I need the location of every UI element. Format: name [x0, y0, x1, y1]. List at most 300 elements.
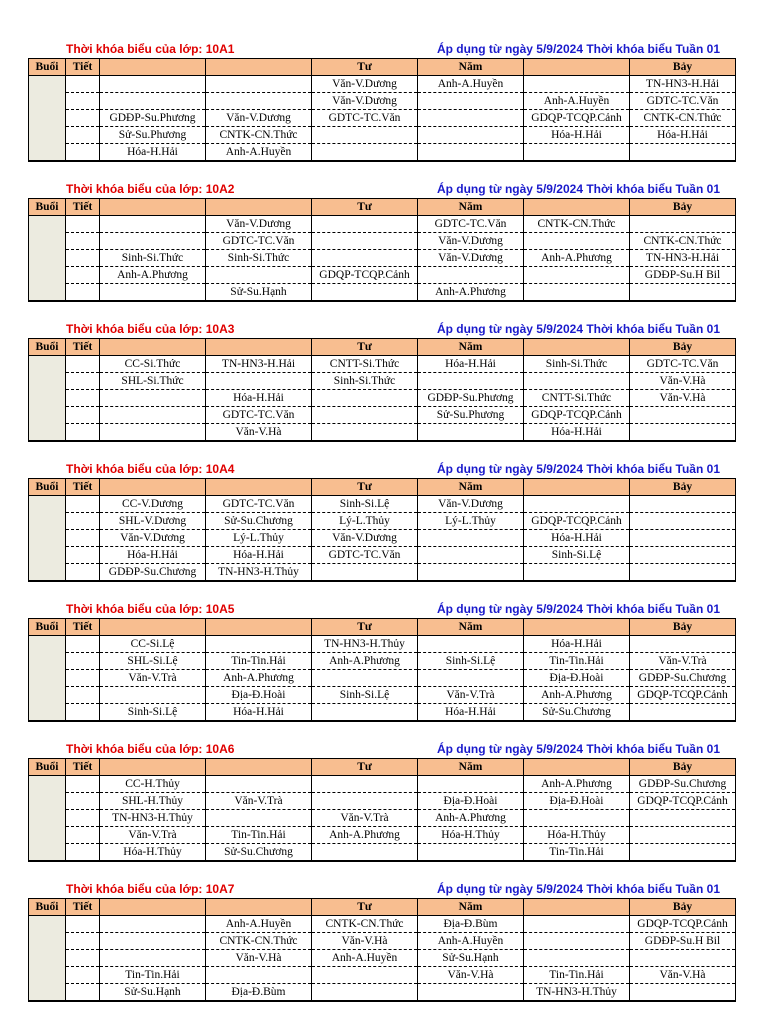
header-row: [29, 759, 736, 776]
lesson-cell: Anh-A.Phương: [418, 284, 524, 302]
tiet-cell: [66, 564, 100, 582]
period-row: [29, 93, 736, 110]
class-title: Thời khóa biểu của lớp: 10A6: [66, 742, 235, 756]
period-row: [29, 967, 736, 984]
lesson-cell: Địa-Đ.Bùm: [418, 916, 524, 933]
period-row: [29, 110, 736, 127]
timetable-block-10a3: [28, 320, 740, 442]
block-title-row: [28, 40, 740, 58]
lesson-cell: [206, 776, 312, 793]
lesson-cell: Sử-Su.Phương: [418, 407, 524, 424]
lesson-cell: GDTC-TC.Văn: [630, 93, 736, 110]
timetable-block-10a4: [28, 460, 740, 582]
lesson-cell: Anh-A.Phương: [312, 653, 418, 670]
header-day-6: Bảy: [630, 619, 736, 636]
lesson-cell: [312, 250, 418, 267]
lesson-cell: Hóa-H.Hải: [206, 547, 312, 564]
header-row: [29, 339, 736, 356]
lesson-cell: GDTC-TC.Văn: [630, 356, 736, 373]
tiet-cell: [66, 530, 100, 547]
block-title-row: [28, 460, 740, 478]
timetable-table: [28, 198, 736, 302]
header-day-4: Năm: [418, 339, 524, 356]
header-day-6: Bảy: [630, 199, 736, 216]
lesson-cell: Sinh-Si.Lệ: [524, 547, 630, 564]
header-day-1: [100, 339, 206, 356]
lesson-cell: [418, 110, 524, 127]
lesson-cell: CC-Si.Lệ: [100, 636, 206, 653]
lesson-cell: [418, 267, 524, 284]
period-row: [29, 704, 736, 722]
lesson-cell: CNTK-CN.Thức: [206, 127, 312, 144]
apply-date-title: Áp dụng từ ngày 5/9/2024 Thời khóa biểu Tuần 01: [436, 602, 720, 616]
lesson-cell: [418, 93, 524, 110]
lesson-cell: [312, 216, 418, 233]
period-row: [29, 793, 736, 810]
class-title: Thời khóa biểu của lớp: 10A7: [66, 882, 235, 896]
apply-date-title: Áp dụng từ ngày 5/9/2024 Thời khóa biểu Tuần 01: [436, 742, 720, 756]
lesson-cell: [312, 776, 418, 793]
lesson-cell: [100, 233, 206, 250]
lesson-cell: [630, 496, 736, 513]
buoi-cell: [29, 356, 66, 442]
block-title-row: [28, 740, 740, 758]
header-day-1: [100, 479, 206, 496]
lesson-cell: [206, 267, 312, 284]
lesson-cell: GDĐP-Su.Chương: [630, 776, 736, 793]
lesson-cell: Tin-Tin.Hải: [524, 844, 630, 862]
period-row: [29, 653, 736, 670]
lesson-cell: GDTC-TC.Văn: [312, 547, 418, 564]
class-title: Thời khóa biểu của lớp: 10A2: [66, 182, 235, 196]
lesson-cell: Sử-Su.Hạnh: [100, 984, 206, 1002]
period-row: [29, 547, 736, 564]
lesson-cell: Sử-Su.Hạnh: [418, 950, 524, 967]
lesson-cell: [418, 844, 524, 862]
header-day-6: Bảy: [630, 479, 736, 496]
lesson-cell: [312, 704, 418, 722]
period-row: [29, 356, 736, 373]
class-title: Thời khóa biểu của lớp: 10A1: [66, 42, 235, 56]
lesson-cell: Sử-Su.Phương: [100, 127, 206, 144]
period-row: [29, 144, 736, 162]
header-day-5: [524, 339, 630, 356]
lesson-cell: [524, 496, 630, 513]
header-day-2: [206, 199, 312, 216]
lesson-cell: Văn-V.Hà: [418, 967, 524, 984]
lesson-cell: [418, 373, 524, 390]
lesson-cell: Anh-A.Huyền: [524, 93, 630, 110]
tiet-cell: [66, 356, 100, 373]
lesson-cell: [524, 144, 630, 162]
lesson-cell: Văn-V.Hà: [312, 933, 418, 950]
tiet-cell: [66, 144, 100, 162]
lesson-cell: GDTC-TC.Văn: [312, 110, 418, 127]
buoi-cell: [29, 776, 66, 862]
lesson-cell: [418, 564, 524, 582]
lesson-cell: SHL-Si.Thức: [100, 373, 206, 390]
lesson-cell: [630, 547, 736, 564]
lesson-cell: Anh-A.Phương: [312, 827, 418, 844]
buoi-cell: [29, 496, 66, 582]
lesson-cell: [630, 704, 736, 722]
lesson-cell: [630, 810, 736, 827]
tiet-cell: [66, 704, 100, 722]
class-title: Thời khóa biểu của lớp: 10A3: [66, 322, 235, 336]
period-row: [29, 216, 736, 233]
header-tiet: Tiết: [66, 59, 100, 76]
lesson-cell: CNTK-CN.Thức: [524, 216, 630, 233]
tiet-cell: [66, 216, 100, 233]
header-buoi: Buổi: [29, 199, 66, 216]
lesson-cell: Văn-V.Dương: [312, 530, 418, 547]
buoi-cell: [29, 636, 66, 722]
lesson-cell: Văn-V.Trà: [100, 827, 206, 844]
lesson-cell: Hóa-H.Thủy: [418, 827, 524, 844]
tiet-cell: [66, 250, 100, 267]
header-day-5: [524, 759, 630, 776]
lesson-cell: GDĐP-Su.Chương: [630, 670, 736, 687]
lesson-cell: [630, 827, 736, 844]
header-day-4: Năm: [418, 199, 524, 216]
lesson-cell: Tin-Tin.Hải: [524, 967, 630, 984]
lesson-cell: Văn-V.Dương: [418, 250, 524, 267]
lesson-cell: [312, 967, 418, 984]
header-day-6: Bảy: [630, 339, 736, 356]
header-day-3: Tư: [312, 759, 418, 776]
lesson-cell: Hóa-H.Hải: [100, 144, 206, 162]
lesson-cell: Văn-V.Dương: [312, 76, 418, 93]
lesson-cell: Hóa-H.Hải: [206, 704, 312, 722]
lesson-cell: [100, 687, 206, 704]
tiet-cell: [66, 407, 100, 424]
lesson-cell: Sinh-Si.Lệ: [100, 704, 206, 722]
lesson-cell: [100, 216, 206, 233]
tiet-cell: [66, 110, 100, 127]
lesson-cell: SHL-H.Thủy: [100, 793, 206, 810]
header-day-3: Tư: [312, 339, 418, 356]
header-tiet: Tiết: [66, 759, 100, 776]
header-day-2: [206, 619, 312, 636]
header-day-4: Năm: [418, 479, 524, 496]
period-row: [29, 810, 736, 827]
lesson-cell: Anh-A.Phương: [524, 687, 630, 704]
lesson-cell: Văn-V.Hà: [206, 424, 312, 442]
lesson-cell: GDTC-TC.Văn: [206, 233, 312, 250]
lesson-cell: CNTK-CN.Thức: [630, 110, 736, 127]
header-day-6: Bảy: [630, 899, 736, 916]
lesson-cell: [100, 933, 206, 950]
header-tiet: Tiết: [66, 619, 100, 636]
lesson-cell: CNTT-Si.Thức: [524, 390, 630, 407]
lesson-cell: [100, 424, 206, 442]
lesson-cell: Văn-V.Dương: [206, 216, 312, 233]
header-day-3: Tư: [312, 479, 418, 496]
tiet-cell: [66, 547, 100, 564]
lesson-cell: Sinh-Si.Thức: [100, 250, 206, 267]
header-buoi: Buổi: [29, 479, 66, 496]
lesson-cell: Hóa-H.Hải: [630, 127, 736, 144]
tiet-cell: [66, 496, 100, 513]
lesson-cell: Anh-A.Huyền: [312, 950, 418, 967]
header-buoi: Buổi: [29, 59, 66, 76]
lesson-cell: Anh-A.Phương: [524, 776, 630, 793]
tiet-cell: [66, 76, 100, 93]
tiet-cell: [66, 670, 100, 687]
lesson-cell: GDQP-TCQP.Cảnh: [524, 513, 630, 530]
header-buoi: Buổi: [29, 899, 66, 916]
class-title: Thời khóa biểu của lớp: 10A4: [66, 462, 235, 476]
lesson-cell: Văn-V.Trà: [100, 670, 206, 687]
lesson-cell: [312, 844, 418, 862]
lesson-cell: [418, 530, 524, 547]
lesson-cell: [418, 670, 524, 687]
lesson-cell: Lý-L.Thủy: [312, 513, 418, 530]
timetable-block-10a2: [28, 180, 740, 302]
lesson-cell: [312, 407, 418, 424]
lesson-cell: Văn-V.Hà: [630, 390, 736, 407]
lesson-cell: Tin-Tin.Hải: [524, 653, 630, 670]
lesson-cell: Lý-L.Thủy: [418, 513, 524, 530]
header-row: [29, 479, 736, 496]
header-row: [29, 619, 736, 636]
lesson-cell: TN-HN3-H.Hải: [630, 250, 736, 267]
header-day-1: [100, 899, 206, 916]
header-day-4: Năm: [418, 899, 524, 916]
lesson-cell: [630, 284, 736, 302]
lesson-cell: [630, 564, 736, 582]
header-day-3: Tư: [312, 899, 418, 916]
lesson-cell: Sinh-Si.Thức: [312, 373, 418, 390]
header-row: [29, 199, 736, 216]
lesson-cell: [630, 424, 736, 442]
tiet-cell: [66, 844, 100, 862]
lesson-cell: Hóa-H.Hải: [524, 636, 630, 653]
apply-date-title: Áp dụng từ ngày 5/9/2024 Thời khóa biểu Tuần 01: [436, 182, 720, 196]
header-day-4: Năm: [418, 619, 524, 636]
lesson-cell: [418, 424, 524, 442]
tiet-cell: [66, 373, 100, 390]
header-day-2: [206, 759, 312, 776]
lesson-cell: Sinh-Si.Lệ: [312, 687, 418, 704]
lesson-cell: [206, 93, 312, 110]
tiet-cell: [66, 284, 100, 302]
lesson-cell: TN-HN3-H.Hải: [206, 356, 312, 373]
tiet-cell: [66, 513, 100, 530]
lesson-cell: GDĐP-Su.H Bil: [630, 933, 736, 950]
lesson-cell: TN-HN3-H.Thủy: [312, 636, 418, 653]
header-day-1: [100, 59, 206, 76]
timetable-block-10a5: [28, 600, 740, 722]
lesson-cell: [206, 373, 312, 390]
lesson-cell: Sinh-Si.Lệ: [312, 496, 418, 513]
tiet-cell: [66, 916, 100, 933]
block-title-row: [28, 600, 740, 618]
lesson-cell: [418, 144, 524, 162]
buoi-cell: [29, 76, 66, 162]
lesson-cell: Lý-L.Thủy: [206, 530, 312, 547]
timetable-table: [28, 898, 736, 1002]
block-title-row: [28, 180, 740, 198]
lesson-cell: [630, 407, 736, 424]
header-row: [29, 59, 736, 76]
lesson-cell: Sử-Su.Chương: [206, 513, 312, 530]
lesson-cell: GDQP-TCQP.Cảnh: [312, 267, 418, 284]
period-row: [29, 284, 736, 302]
lesson-cell: Tin-Tin.Hải: [206, 827, 312, 844]
lesson-cell: Anh-A.Huyền: [418, 933, 524, 950]
header-day-6: Bảy: [630, 59, 736, 76]
period-row: [29, 233, 736, 250]
lesson-cell: SHL-V.Dương: [100, 513, 206, 530]
lesson-cell: [418, 776, 524, 793]
tiet-cell: [66, 967, 100, 984]
lesson-cell: [630, 216, 736, 233]
lesson-cell: [312, 793, 418, 810]
lesson-cell: [630, 144, 736, 162]
lesson-cell: Sinh-Si.Thức: [524, 356, 630, 373]
block-title-row: [28, 880, 740, 898]
period-row: [29, 564, 736, 582]
lesson-cell: [524, 810, 630, 827]
lesson-cell: Văn-V.Hà: [206, 950, 312, 967]
timetable-table: [28, 618, 736, 722]
lesson-cell: [630, 530, 736, 547]
tiet-cell: [66, 233, 100, 250]
header-day-5: [524, 59, 630, 76]
lesson-cell: GDĐP-Su.Phương: [418, 390, 524, 407]
lesson-cell: Văn-V.Hà: [630, 373, 736, 390]
lesson-cell: Hóa-H.Hải: [418, 356, 524, 373]
period-row: [29, 530, 736, 547]
lesson-cell: Hóa-H.Thủy: [524, 827, 630, 844]
buoi-cell: [29, 916, 66, 1002]
header-day-4: Năm: [418, 59, 524, 76]
period-row: [29, 776, 736, 793]
apply-date-title: Áp dụng từ ngày 5/9/2024 Thời khóa biểu Tuần 01: [436, 462, 720, 476]
timetable-block-10a6: [28, 740, 740, 862]
lesson-cell: Tin-Tin.Hải: [206, 653, 312, 670]
header-day-2: [206, 59, 312, 76]
period-row: [29, 76, 736, 93]
lesson-cell: Văn-V.Dương: [100, 530, 206, 547]
tiet-cell: [66, 424, 100, 442]
lesson-cell: [206, 810, 312, 827]
lesson-cell: [100, 284, 206, 302]
lesson-cell: GDQP-TCQP.Cảnh: [630, 916, 736, 933]
period-row: [29, 827, 736, 844]
period-row: [29, 250, 736, 267]
lesson-cell: CC-Si.Thức: [100, 356, 206, 373]
lesson-cell: [312, 670, 418, 687]
header-day-3: Tư: [312, 619, 418, 636]
lesson-cell: GDĐP-Su.Phương: [100, 110, 206, 127]
header-day-2: [206, 339, 312, 356]
lesson-cell: Văn-V.Dương: [312, 93, 418, 110]
lesson-cell: [524, 284, 630, 302]
tiet-cell: [66, 984, 100, 1002]
lesson-cell: [312, 424, 418, 442]
tiet-cell: [66, 687, 100, 704]
period-row: [29, 933, 736, 950]
lesson-cell: CNTK-CN.Thức: [206, 933, 312, 950]
lesson-cell: Hóa-H.Hải: [206, 390, 312, 407]
header-row: [29, 899, 736, 916]
tiet-cell: [66, 127, 100, 144]
lesson-cell: [418, 127, 524, 144]
header-day-4: Năm: [418, 759, 524, 776]
lesson-cell: [100, 916, 206, 933]
period-row: [29, 424, 736, 442]
tiet-cell: [66, 636, 100, 653]
lesson-cell: [312, 390, 418, 407]
period-row: [29, 267, 736, 284]
timetable-block-10a1: [28, 40, 740, 162]
lesson-cell: Văn-V.Trà: [418, 687, 524, 704]
lesson-cell: Anh-A.Huyền: [418, 76, 524, 93]
header-day-5: [524, 199, 630, 216]
lesson-cell: [312, 127, 418, 144]
lesson-cell: CNTK-CN.Thức: [312, 916, 418, 933]
lesson-cell: Hóa-H.Hải: [524, 424, 630, 442]
lesson-cell: [100, 390, 206, 407]
period-row: [29, 916, 736, 933]
lesson-cell: [630, 950, 736, 967]
lesson-cell: Sử-Su.Chương: [206, 844, 312, 862]
lesson-cell: Anh-A.Huyền: [206, 144, 312, 162]
lesson-cell: Địa-Đ.Hoài: [206, 687, 312, 704]
apply-date-title: Áp dụng từ ngày 5/9/2024 Thời khóa biểu Tuần 01: [436, 42, 720, 56]
lesson-cell: Anh-A.Phương: [418, 810, 524, 827]
period-row: [29, 670, 736, 687]
buoi-cell: [29, 216, 66, 302]
lesson-cell: GDĐP-Su.Chương: [100, 564, 206, 582]
lesson-cell: Văn-V.Dương: [206, 110, 312, 127]
lesson-cell: Hóa-H.Hải: [418, 704, 524, 722]
lesson-cell: [418, 984, 524, 1002]
block-title-row: [28, 320, 740, 338]
timetable-table: [28, 338, 736, 442]
lesson-cell: Hóa-H.Hải: [524, 530, 630, 547]
lesson-cell: TN-HN3-H.Thủy: [100, 810, 206, 827]
lesson-cell: [100, 76, 206, 93]
timetable-table: [28, 758, 736, 862]
lesson-cell: Văn-V.Trà: [630, 653, 736, 670]
lesson-cell: [312, 233, 418, 250]
lesson-cell: TN-HN3-H.Thủy: [524, 984, 630, 1002]
period-row: [29, 407, 736, 424]
header-tiet: Tiết: [66, 199, 100, 216]
lesson-cell: [630, 984, 736, 1002]
lesson-cell: [100, 950, 206, 967]
period-row: [29, 373, 736, 390]
lesson-cell: Anh-A.Phương: [206, 670, 312, 687]
header-buoi: Buổi: [29, 619, 66, 636]
period-row: [29, 636, 736, 653]
lesson-cell: Hóa-H.Thủy: [100, 844, 206, 862]
tiet-cell: [66, 776, 100, 793]
lesson-cell: CNTK-CN.Thức: [630, 233, 736, 250]
lesson-cell: [206, 967, 312, 984]
lesson-cell: [524, 950, 630, 967]
tiet-cell: [66, 267, 100, 284]
tiet-cell: [66, 653, 100, 670]
lesson-cell: Sử-Su.Chương: [524, 704, 630, 722]
lesson-cell: [524, 373, 630, 390]
header-day-1: [100, 199, 206, 216]
lesson-cell: GDQP-TCQP.Cảnh: [630, 687, 736, 704]
lesson-cell: TN-HN3-H.Hải: [630, 76, 736, 93]
